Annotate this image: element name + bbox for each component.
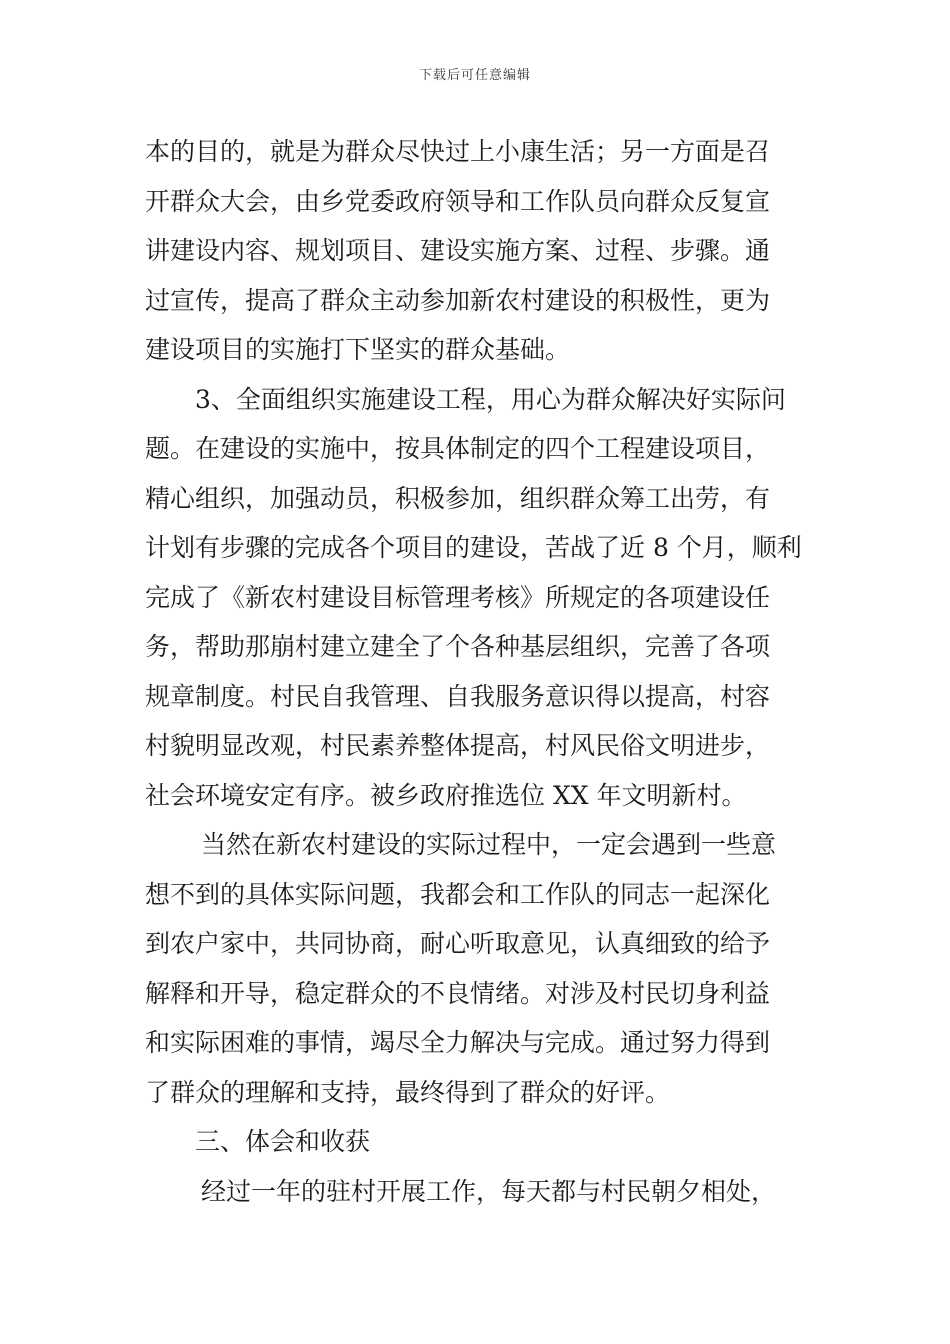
text-line: 开群众大会，由乡党委政府领导和工作队员向群众反复宣	[145, 186, 771, 216]
text-line: 过宣传，提高了群众主动参加新农村建设的积极性，更为	[145, 285, 771, 315]
text-line: 计划有步骤的完成各个项目的建设，苦战了近 8 个月，顺利	[145, 533, 802, 562]
text-line: 三、体会和收获	[195, 1127, 371, 1156]
text-line: 到农户家中，共同协商，耐心听取意见，认真细致的给予	[145, 929, 771, 958]
text-line: 村貌明显改观，村民素养整体提高，村风民俗文明进步，	[145, 731, 771, 760]
text-line: 和实际困难的事情，竭尽全力解决与完成。通过努力得到	[145, 1028, 771, 1057]
text-line: 讲建设内容、规划项目、建设实施方案、过程、步骤。通	[145, 236, 771, 265]
document-body	[145, 127, 815, 1216]
text-line: 题。在建设的实施中，按具体制定的四个工程建设项目，	[145, 434, 771, 463]
text-line: 社会环境安定有序。被乡政府推选位 XX 年文明新村。	[145, 780, 747, 810]
text-line: 想不到的具体实际问题，我都会和工作队的同志一起深化	[145, 879, 771, 909]
text-line: 解释和开导，稳定群众的不良情绪。对涉及村民切身利益	[145, 978, 771, 1008]
text-line: 当然在新农村建设的实际过程中，一定会遇到一些意	[201, 830, 777, 859]
text-line: 完成了《新农村建设目标管理考核》所规定的各项建设任	[145, 582, 771, 612]
text-line: 了群众的理解和支持，最终得到了群众的好评。	[145, 1077, 671, 1107]
text-line: 建设项目的实施打下坚实的群众基础。	[145, 335, 571, 364]
text-line: 务，帮助那崩村建立建全了个各种基层组织，完善了各项	[145, 632, 771, 661]
text-line: 规章制度。村民自我管理、自我服务意识得以提高，村容	[145, 681, 771, 711]
text-line: 3、全面组织实施建设工程，用心为群众解决好实际问	[195, 384, 786, 414]
text-line: 本的目的，就是为群众尽快过上小康生活；另一方面是召	[145, 137, 771, 166]
text-line: 精心组织，加强动员，积极参加，组织群众筹工出劳，有	[145, 483, 771, 513]
page-header: 下载后可任意编辑	[418, 68, 531, 83]
text-line: 经过一年的驻村开展工作，每天都与村民朝夕相处，	[201, 1176, 777, 1206]
